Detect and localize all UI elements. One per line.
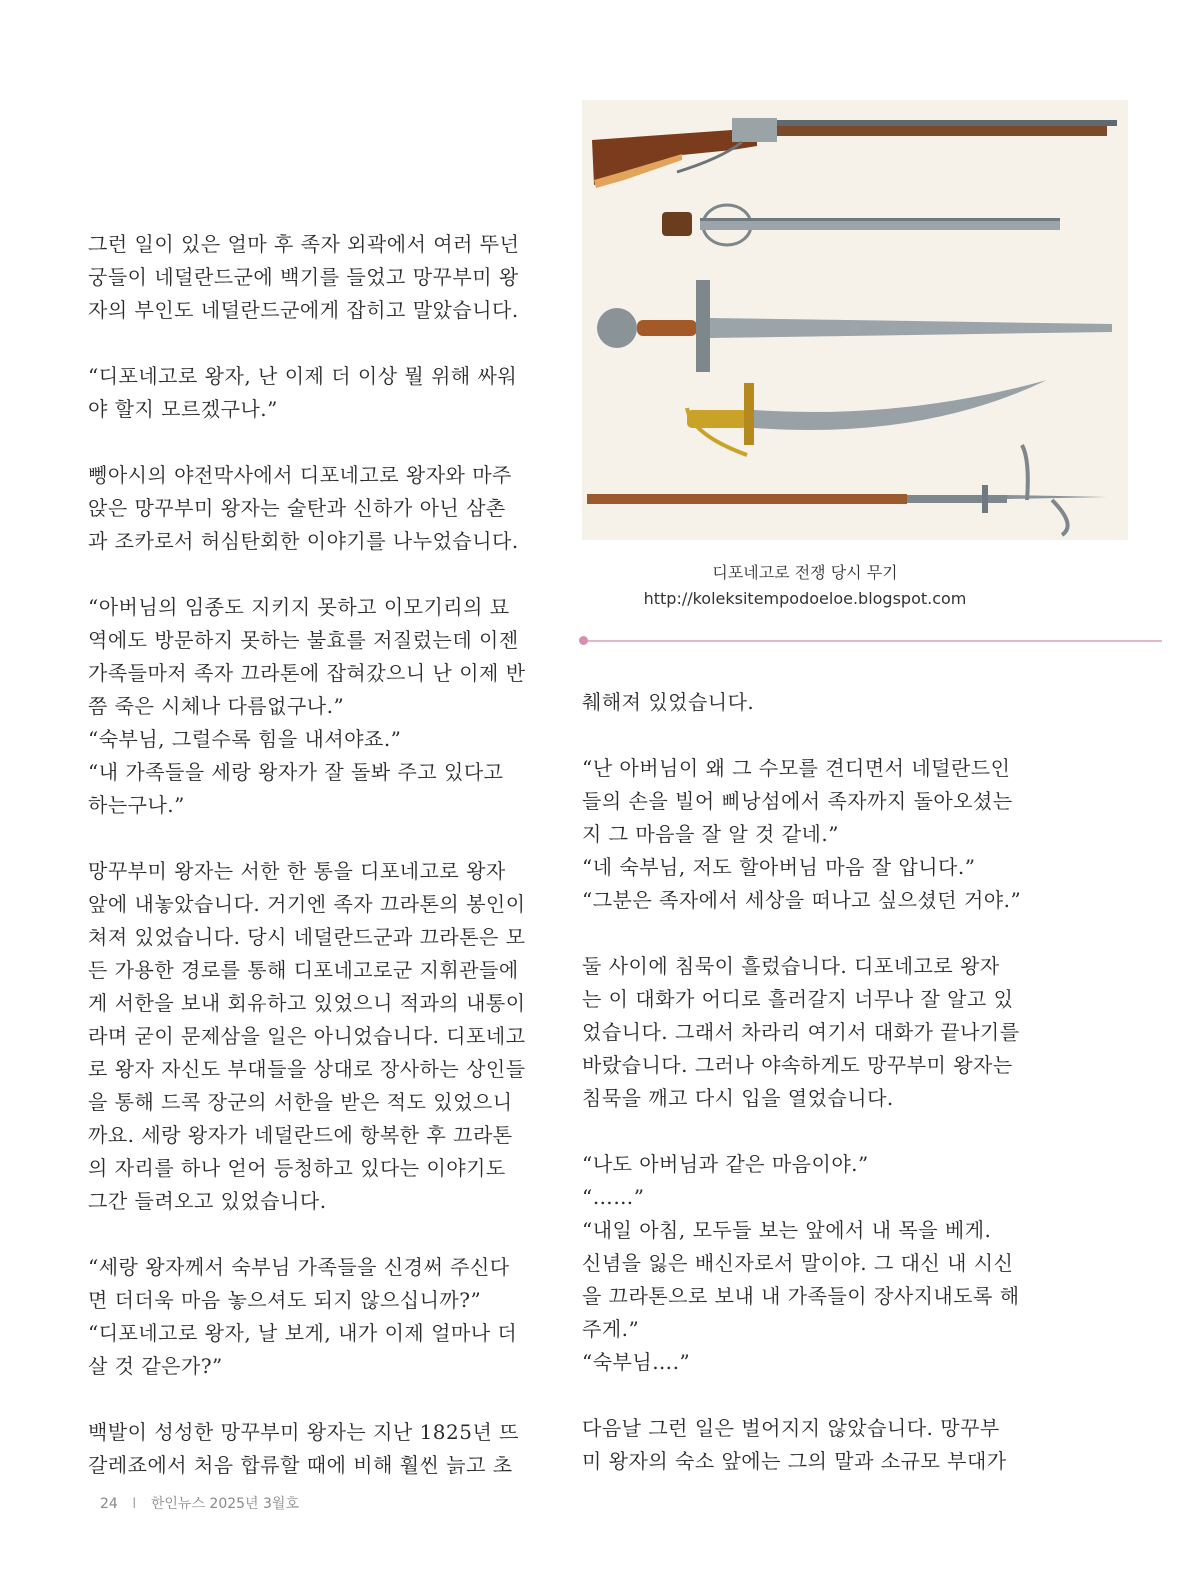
- paragraph-gap: [582, 917, 1032, 950]
- text-line: 과 조카로서 허심탄회한 이야기를 나누었습니다.: [88, 529, 519, 553]
- text-line: 췌해져 있었습니다.: [582, 690, 755, 714]
- text-line: 든 가용한 경로를 통해 디포네고로군 지휘관들에: [88, 958, 519, 982]
- text-line: 쯤 죽은 시체나 다름없구나.”: [88, 694, 345, 718]
- text-line: 갈레죠에서 처음 합류할 때에 비해 훨씬 늙고 초: [88, 1453, 513, 1477]
- text-line: “……”: [582, 1185, 645, 1209]
- text-line: 궁들이 네덜란드군에 백기를 들었고 망꾸부미 왕: [88, 265, 519, 289]
- text-line: “숙부님….”: [582, 1350, 691, 1374]
- text-line: 라며 굳이 문제삼을 일은 아니었습니다. 디포네고: [88, 1024, 526, 1048]
- text-line: 뼁아시의 야전막사에서 디포네고로 왕자와 마주: [88, 463, 512, 487]
- text-line: “디포네고로 왕자, 날 보게, 내가 이제 얼마나 더: [88, 1321, 518, 1345]
- text-line: “난 아버님이 왜 그 수모를 견디면서 네덜란드인: [582, 756, 1011, 780]
- text-line: “숙부님, 그럴수록 힘을 내셔야죠.”: [88, 727, 402, 751]
- page-number: 24: [100, 1496, 118, 1512]
- text-line: 바랐습니다. 그러나 야속하게도 망꾸부미 왕자는: [582, 1053, 1013, 1077]
- spear-image: [587, 445, 1107, 535]
- text-line: 을 통해 드콕 장군의 서한을 받은 적도 있었으니: [88, 1090, 513, 1114]
- text-line: “나도 아버님과 같은 마음이야.”: [582, 1152, 869, 1176]
- text-line: 가족들마저 족자 끄라톤에 잡혀갔으니 난 이제 반: [88, 661, 526, 685]
- weapons-drawing: [582, 100, 1128, 540]
- paragraph: [88, 855, 540, 1218]
- text-line: 의 자리를 하나 얻어 등청하고 있다는 이야기도: [88, 1156, 506, 1180]
- paragraph-gap: [88, 327, 540, 360]
- musket-image: [592, 118, 1117, 188]
- text-line: “내일 아침, 모두들 보는 앞에서 내 목을 베게.: [582, 1218, 992, 1242]
- right-column: [582, 686, 1032, 1478]
- text-line: 자의 부인도 네덜란드군에게 잡히고 말았습니다.: [88, 298, 519, 322]
- text-line: 앞에 내놓았습니다. 거기엔 족자 끄라톤의 봉인이: [88, 892, 526, 916]
- paragraph-gap: [88, 426, 540, 459]
- paragraph: [582, 950, 1032, 1115]
- text-line: 야 할지 모르겠구나.”: [88, 397, 278, 421]
- text-line: 망꾸부미 왕자는 서한 한 통을 디포네고로 왕자: [88, 859, 506, 883]
- paragraph: [88, 228, 540, 327]
- text-line: 하는구나.”: [88, 793, 185, 817]
- paragraph-gap: [88, 822, 540, 855]
- paragraph: [88, 459, 540, 558]
- figure-caption: [582, 560, 1028, 612]
- weapons-illustration: [582, 100, 1128, 540]
- text-line: 역에도 방문하지 못하는 불효를 저질렀는데 이젠: [88, 628, 519, 652]
- paragraph-gap: [582, 1115, 1032, 1148]
- text-line: “디포네고로 왕자, 난 이제 더 이상 뭘 위해 싸워: [88, 364, 518, 388]
- left-column: [88, 228, 540, 1482]
- text-line: “아버님의 임종도 지키지 못하고 이모기리의 묘: [88, 595, 510, 619]
- text-line: 살 것 같은가?”: [88, 1354, 223, 1378]
- paragraph: [582, 1412, 1032, 1478]
- paragraph-gap: [88, 558, 540, 591]
- paragraph-gap: [582, 719, 1032, 752]
- text-line: 미 왕자의 숙소 앞에는 그의 말과 소규모 부대가: [582, 1449, 1007, 1473]
- text-line: “세랑 왕자께서 숙부님 가족들을 신경써 주신다: [88, 1255, 510, 1279]
- paragraph: [582, 686, 1032, 719]
- divider-dot: [579, 636, 588, 645]
- text-line: 주게.”: [582, 1317, 640, 1341]
- paragraph-gap: [88, 1218, 540, 1251]
- text-line: 까요. 세랑 왕자가 네덜란드에 항복한 후 끄라톤: [88, 1123, 513, 1147]
- paragraph: [88, 360, 540, 426]
- text-line: 로 왕자 자신도 부대들을 상대로 장사하는 상인들: [88, 1057, 526, 1081]
- page-footer: [100, 1493, 299, 1513]
- sabre-image: [687, 380, 1047, 455]
- rapier-image: [662, 205, 1060, 245]
- paragraph: [582, 1148, 1032, 1379]
- text-line: 게 서한을 보내 회유하고 있었으니 적과의 내통이: [88, 991, 526, 1015]
- section-divider: [582, 640, 1162, 642]
- caption-source: http://koleksitempodoeloe.blogspot.com: [643, 589, 967, 608]
- paragraph-gap: [88, 1383, 540, 1416]
- text-line: 쳐져 있었습니다. 당시 네덜란드군과 끄라톤은 모: [88, 925, 526, 949]
- text-line: 다음날 그런 일은 벌어지지 않았습니다. 망꾸부: [582, 1416, 1000, 1440]
- paragraph: [582, 752, 1032, 917]
- text-line: 둘 사이에 침묵이 흘렀습니다. 디포네고로 왕자: [582, 954, 1000, 978]
- publication-title: 한인뉴스 2025년 3월호: [150, 1496, 299, 1512]
- text-line: 그런 일이 있은 얼마 후 족자 외곽에서 여러 뚜넌: [88, 232, 520, 256]
- text-line: 을 끄라톤으로 보내 내 가족들이 장사지내도록 해: [582, 1284, 1020, 1308]
- text-line: 침묵을 깨고 다시 입을 열었습니다.: [582, 1086, 894, 1110]
- text-line: “그분은 족자에서 세상을 떠나고 싶으셨던 거야.”: [582, 888, 1022, 912]
- paragraph-gap: [582, 1379, 1032, 1412]
- text-line: 신념을 잃은 배신자로서 말이야. 그 대신 내 시신: [582, 1251, 1014, 1275]
- text-line: “내 가족들을 세랑 왕자가 잘 돌봐 주고 있다고: [88, 760, 504, 784]
- text-line: 었습니다. 그래서 차라리 여기서 대화가 끝나기를: [582, 1020, 1020, 1044]
- text-line: 면 더더욱 마음 놓으셔도 되지 않으십니까?”: [88, 1288, 482, 1312]
- text-line: 백발이 성성한 망꾸부미 왕자는 지난 1825년 뜨: [88, 1420, 519, 1444]
- text-line: “네 숙부님, 저도 할아버님 마음 잘 압니다.”: [582, 855, 976, 879]
- paragraph: [88, 1416, 540, 1482]
- long-sword-image: [597, 280, 1112, 372]
- caption-title: 디포네고로 전쟁 당시 무기: [712, 563, 898, 582]
- text-line: 지 그 마음을 잘 알 것 같네.”: [582, 822, 839, 846]
- text-line: 들의 손을 빌어 삐낭섬에서 족자까지 돌아오셨는: [582, 789, 1013, 813]
- text-line: 앉은 망꾸부미 왕자는 술탄과 신하가 아닌 삼촌: [88, 496, 506, 520]
- footer-separator: I: [132, 1496, 137, 1512]
- paragraph: [88, 591, 540, 822]
- text-line: 는 이 대화가 어디로 흘러갈지 너무나 잘 알고 있: [582, 987, 1014, 1011]
- paragraph: [88, 1251, 540, 1383]
- text-line: 그간 들려오고 있었습니다.: [88, 1189, 327, 1213]
